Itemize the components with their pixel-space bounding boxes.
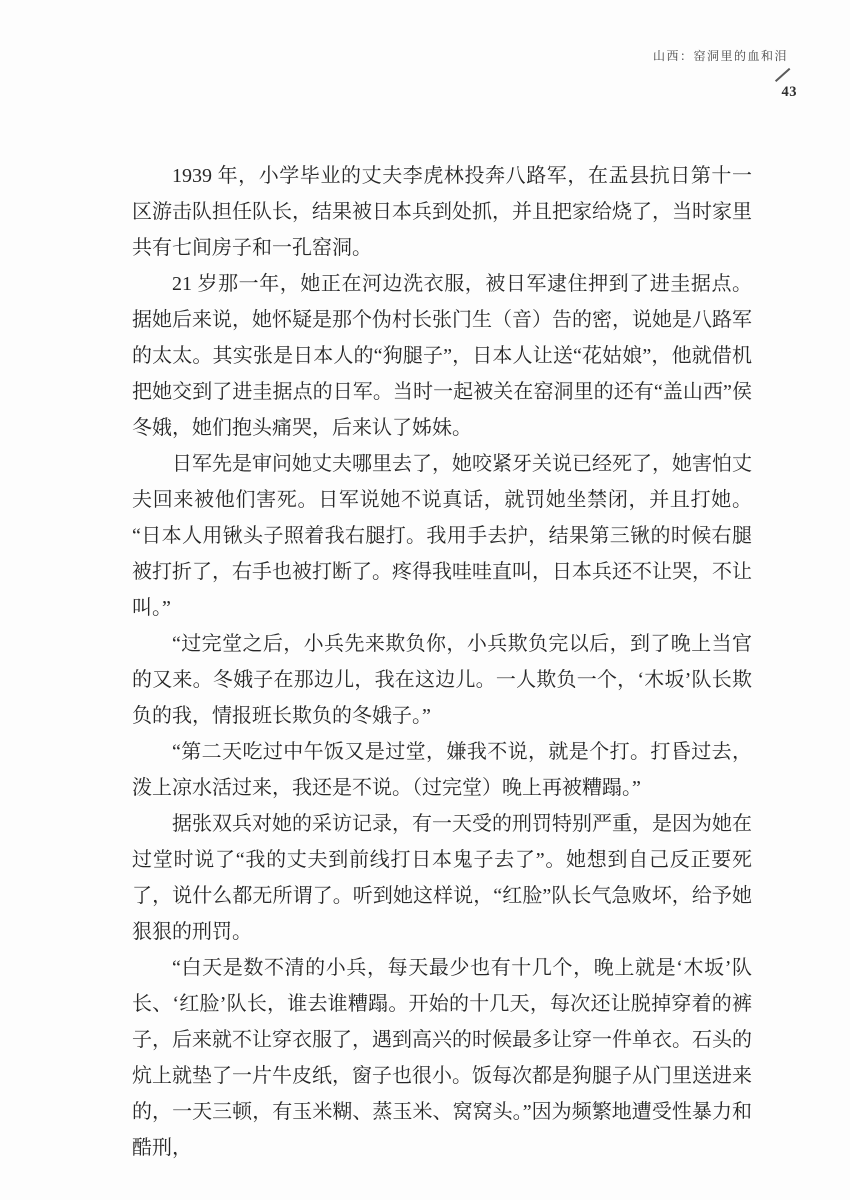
paragraph-7: “白天是数不清的小兵，每天最少也有十几个，晚上就是‘木坂’队长、‘红脸’队长，谁去谁糟蹋。开始的十几天，每次还让脱掉穿着的裤子，后来就不让穿衣服了，遇到高兴的时候最多让穿一件单衣。石头的炕上就垫了一片牛皮纸，窗子也很小。饭每次都是狗腿子从门里送进来的，一天三顿，有玉米糊、蒸玉米、窝窝头。”因为频繁地遭受性暴力和酷刑， xyxy=(132,957,752,1159)
paragraph-1: 1939 年，小学毕业的丈夫李虎林投奔八路军，在盂县抗日第十一区游击队担任队长，结果被日本兵到处抓，并且把家给烧了，当时家里共有七间房子和一孔窑洞。 xyxy=(132,165,752,259)
paragraph-4: “过完堂之后，小兵先来欺负你，小兵欺负完以后，到了晚上当官的又来。冬娥子在那边儿，我在这边儿。一人欺负一个，‘木坂’队长欺负的我，情报班长欺负的冬娥子。” xyxy=(132,633,752,727)
slash-divider-icon xyxy=(775,68,790,82)
paragraph-2: 21 岁那一年，她正在河边洗衣服，被日军逮住押到了进圭据点。据她后来说，她怀疑是那个伪村长张门生（音）告的密，说她是八路军的太太。其实张是日本人的“狗腿子”，日本人让送“花姑娘”，他就借机把她交到了进圭据点的日军。当时一起被关在窑洞里的还有“盖山西”侯冬娥，她们抱头痛哭，后来认了姊妹。 xyxy=(132,273,752,439)
page-number: 43 xyxy=(781,84,797,100)
paragraph-5: “第二天吃过中午饭又是过堂，嫌我不说，就是个打。打昏过去，泼上凉水活过来，我还是不说。（过完堂）晚上再被糟蹋。” xyxy=(132,741,752,799)
body-text xyxy=(132,158,752,1166)
running-title: 山西：窑洞里的血和泪 xyxy=(652,49,788,63)
paragraph-3: 日军先是审问她丈夫哪里去了，她咬紧牙关说已经死了，她害怕丈夫回来被他们害死。日军说她不说真话，就罚她坐禁闭，并且打她。“日本人用锹头子照着我右腿打。我用手去护，结果第三锹的时候右腿被打折了，右手也被打断了。疼得我哇哇直叫，日本兵还不让哭，不让叫。” xyxy=(132,453,752,619)
paragraph-6: 据张双兵对她的采访记录，有一天受的刑罚特别严重，是因为她在过堂时说了“我的丈夫到前线打日本鬼子去了”。她想到自己反正要死了，说什么都无所谓了。听到她这样说，“红脸”队长气急败坏，给予她狠狠的刑罚。 xyxy=(132,813,752,943)
